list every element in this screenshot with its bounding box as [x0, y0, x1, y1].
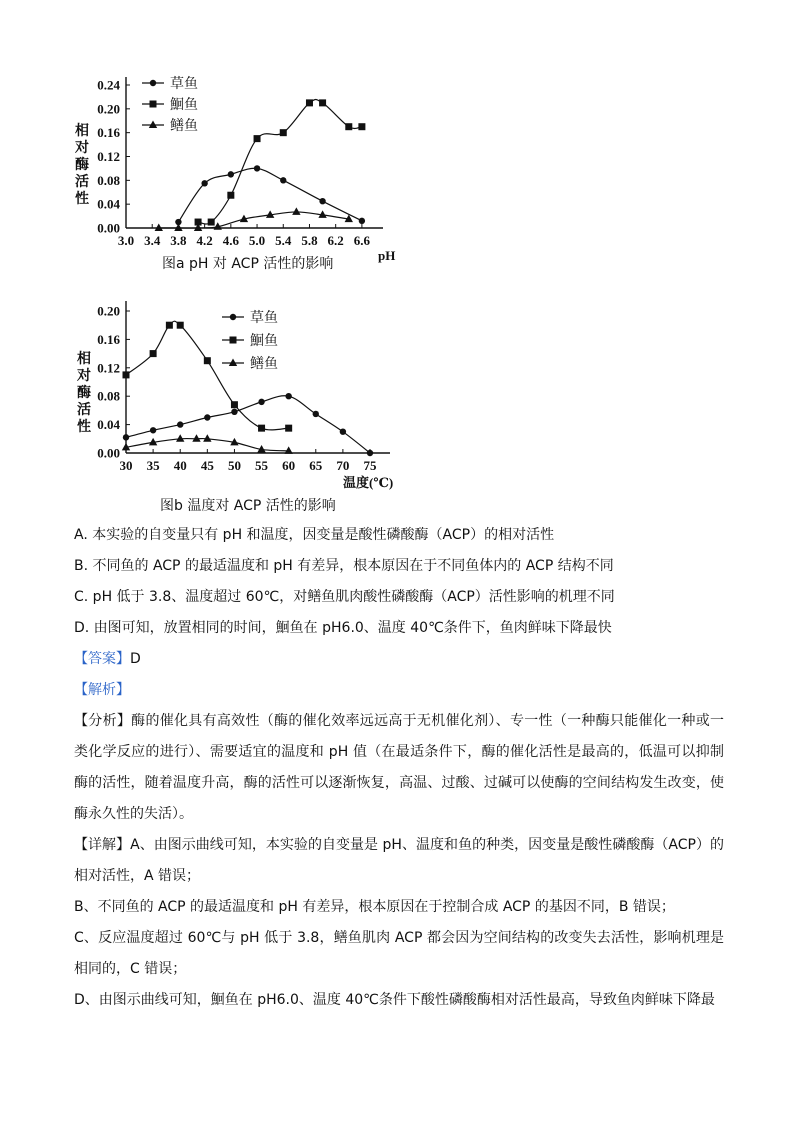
answer-line	[74, 644, 724, 675]
data-point	[285, 393, 291, 399]
temperature-activity-chart	[0, 290, 420, 515]
data-point	[177, 421, 183, 427]
data-point	[285, 425, 292, 432]
data-point	[367, 450, 373, 456]
data-point	[174, 224, 182, 232]
x-tick-label: 4.2	[196, 233, 213, 248]
legend-label: 草鱼	[170, 76, 198, 92]
y-axis-label-char: 相	[75, 123, 89, 139]
x-axis-label: pH	[378, 248, 396, 263]
legend	[142, 76, 198, 134]
ph-activity-chart	[0, 60, 420, 275]
x-tick-label: 5.0	[248, 233, 266, 248]
option-d: D. 由图可知，放置相同的时间，鮰鱼在 pH6.0、温度 40℃条件下，鱼肉鲜味下降最快	[74, 620, 612, 636]
data-point	[155, 224, 163, 232]
analysis-xiangjie	[74, 830, 724, 892]
x-tick-label: 35	[146, 458, 160, 473]
data-point	[201, 180, 207, 186]
x-tick-label: 5.4	[275, 233, 292, 248]
option-c: C. pH 低于 3.8、温度超过 60℃，对鳝鱼肌肉酸性磷酸酶（ACP）活性影响的机理不同	[74, 589, 615, 605]
y-axis-label-char: 酶	[77, 385, 91, 401]
x-tick-label: 30	[119, 458, 133, 473]
x-tick-label: 3.4	[144, 233, 161, 248]
chart-caption: 图b 温度对 ACP 活性的影响	[160, 498, 336, 514]
series-layer	[122, 321, 373, 456]
y-tick-label: 0.00	[97, 445, 120, 461]
data-point	[306, 99, 313, 106]
y-axis-label	[76, 350, 91, 435]
answer-tag: 【答案】	[74, 651, 130, 667]
data-point	[177, 322, 184, 329]
xiangjie-a: A、由图示曲线可知，本实验的自变量是 pH、温度和鱼的种类，因变量是酸性磷酸酶（ACP）的相对活性，A 错误；	[74, 837, 724, 884]
data-point	[280, 177, 286, 183]
data-point	[204, 357, 211, 364]
xiangjie-tag: 【详解】	[74, 837, 131, 853]
data-point	[166, 322, 173, 329]
data-point	[254, 135, 261, 142]
y-axis-label-char: 对	[77, 368, 91, 384]
data-point	[358, 123, 365, 130]
data-point	[204, 414, 210, 420]
data-point	[258, 425, 265, 432]
fenxi-tag: 【分析】	[74, 713, 132, 729]
y-axis-label-char: 对	[75, 140, 89, 156]
data-point	[340, 429, 346, 435]
legend-label: 鮰鱼	[170, 97, 198, 113]
legend	[222, 310, 278, 372]
fenxi-text: 酶的催化具有高效性（酶的催化效率远远高于无机催化剂）、专一性（一种酶只能催化一种或一类化学反应的进行）、需要适宜的温度和 pH 值（在最适条件下，酶的催化活性是最高的，低温可以抑制酶的活性，随着温度升高，酶的活性可以逐渐恢复，高温、过酸、过碱可以使酶的空间结构发生改变，使酶永久性的失活）。	[74, 713, 724, 822]
legend-marker	[230, 337, 237, 344]
data-point	[280, 129, 287, 136]
legend-label: 鳝鱼	[170, 118, 198, 134]
x-tick-label: 5.8	[301, 233, 318, 248]
data-point	[208, 219, 215, 226]
option-b: B. 不同鱼的 ACP 的最适温度和 pH 有差异，根本原因在于不同鱼体内的 ACP 结构不同	[74, 558, 614, 574]
analysis-tag: 【解析】	[74, 682, 130, 698]
xiangjie-d: D、由图示曲线可知，鮰鱼在 pH6.0、温度 40℃条件下酸性磷酸酶相对活性最高，导致鱼肉鲜味下降最	[74, 992, 715, 1008]
x-tick-label: 60	[282, 458, 296, 473]
analysis-fenxi	[74, 706, 724, 830]
series-line	[159, 212, 349, 228]
data-point	[231, 409, 237, 415]
y-axis-label-char: 性	[75, 191, 89, 207]
legend-label: 草鱼	[250, 310, 278, 326]
legend-marker	[230, 314, 236, 320]
series-square	[195, 99, 366, 225]
data-point	[292, 207, 300, 215]
legend-label: 鮰鱼	[250, 333, 278, 349]
y-tick-label: 0.20	[97, 101, 120, 117]
x-tick-label: 6.6	[353, 233, 371, 248]
y-tick-label: 0.20	[97, 303, 120, 319]
data-point	[345, 123, 352, 130]
y-tick-label: 0.16	[97, 331, 120, 347]
data-point	[123, 371, 130, 378]
x-tick-label: 65	[309, 458, 323, 473]
legend-marker	[150, 80, 156, 86]
option-a: A. 本实验的自变量只有 pH 和温度，因变量是酸性磷酸酶（ACP）的相对活性	[74, 527, 555, 543]
y-tick-label: 0.16	[97, 125, 120, 141]
y-tick-label: 0.08	[97, 172, 120, 188]
y-tick-label: 0.04	[97, 196, 120, 212]
x-tick-label: 45	[200, 458, 214, 473]
y-tick-label: 0.00	[97, 220, 120, 236]
x-tick-label: 55	[255, 458, 269, 473]
x-tick-label: 70	[336, 458, 350, 473]
legend-marker	[149, 121, 157, 129]
data-point	[359, 218, 365, 224]
legend-marker	[229, 359, 237, 367]
y-axis-label-char: 相	[77, 351, 91, 367]
data-point	[231, 401, 238, 408]
chart-axes	[126, 77, 383, 228]
data-point	[258, 399, 264, 405]
x-tick-label: 40	[173, 458, 187, 473]
xiangjie-b: B、不同鱼的 ACP 的最适温度和 pH 有差异，根本原因在于控制合成 ACP 的基因不同，B 错误；	[74, 899, 675, 915]
data-point	[227, 192, 234, 199]
legend-label: 鳝鱼	[250, 356, 278, 372]
x-tick-label: 75	[363, 458, 377, 473]
y-tick-label: 0.12	[97, 360, 120, 376]
x-axis-label: 温度(℃)	[343, 475, 394, 490]
y-axis-label-char: 活	[75, 174, 89, 190]
data-point	[284, 446, 292, 454]
series-line	[126, 396, 370, 453]
y-axis-label-char: 酶	[75, 157, 89, 173]
data-point	[150, 350, 157, 357]
x-tick-label: 50	[227, 458, 241, 473]
analysis-heading	[74, 675, 724, 706]
series-circle	[123, 393, 373, 456]
x-tick-label: 3.8	[170, 233, 187, 248]
data-point	[150, 427, 156, 433]
y-tick-label: 0.12	[97, 149, 120, 164]
y-tick-label: 0.04	[97, 417, 120, 433]
y-tick-label: 0.24	[97, 77, 120, 93]
x-tick-label: 6.2	[327, 233, 344, 248]
y-ticks	[97, 78, 130, 236]
data-point	[254, 165, 260, 171]
data-point	[319, 198, 325, 204]
y-tick-label: 0.08	[97, 388, 120, 404]
data-point	[123, 434, 129, 440]
y-axis-label	[74, 122, 89, 207]
y-axis-label-char: 性	[77, 419, 91, 435]
data-point	[228, 171, 234, 177]
question-options	[74, 520, 724, 1016]
xiangjie-c: C、反应温度超过 60℃与 pH 低于 3.8，鳝鱼肌肉 ACP 都会因为空间结构的改变失去活性，影响机理是相同的，C 错误；	[74, 930, 724, 977]
answer-value: D	[130, 651, 141, 667]
data-point	[319, 99, 326, 106]
x-tick-label: 4.6	[222, 233, 239, 248]
data-point	[313, 411, 319, 417]
legend-marker	[150, 101, 157, 108]
data-point	[192, 434, 200, 442]
y-axis-label-char: 活	[77, 402, 91, 418]
chart-caption: 图a pH 对 ACP 活性的影响	[162, 256, 334, 272]
x-tick-label: 3.0	[117, 233, 135, 248]
series-line	[198, 100, 362, 225]
